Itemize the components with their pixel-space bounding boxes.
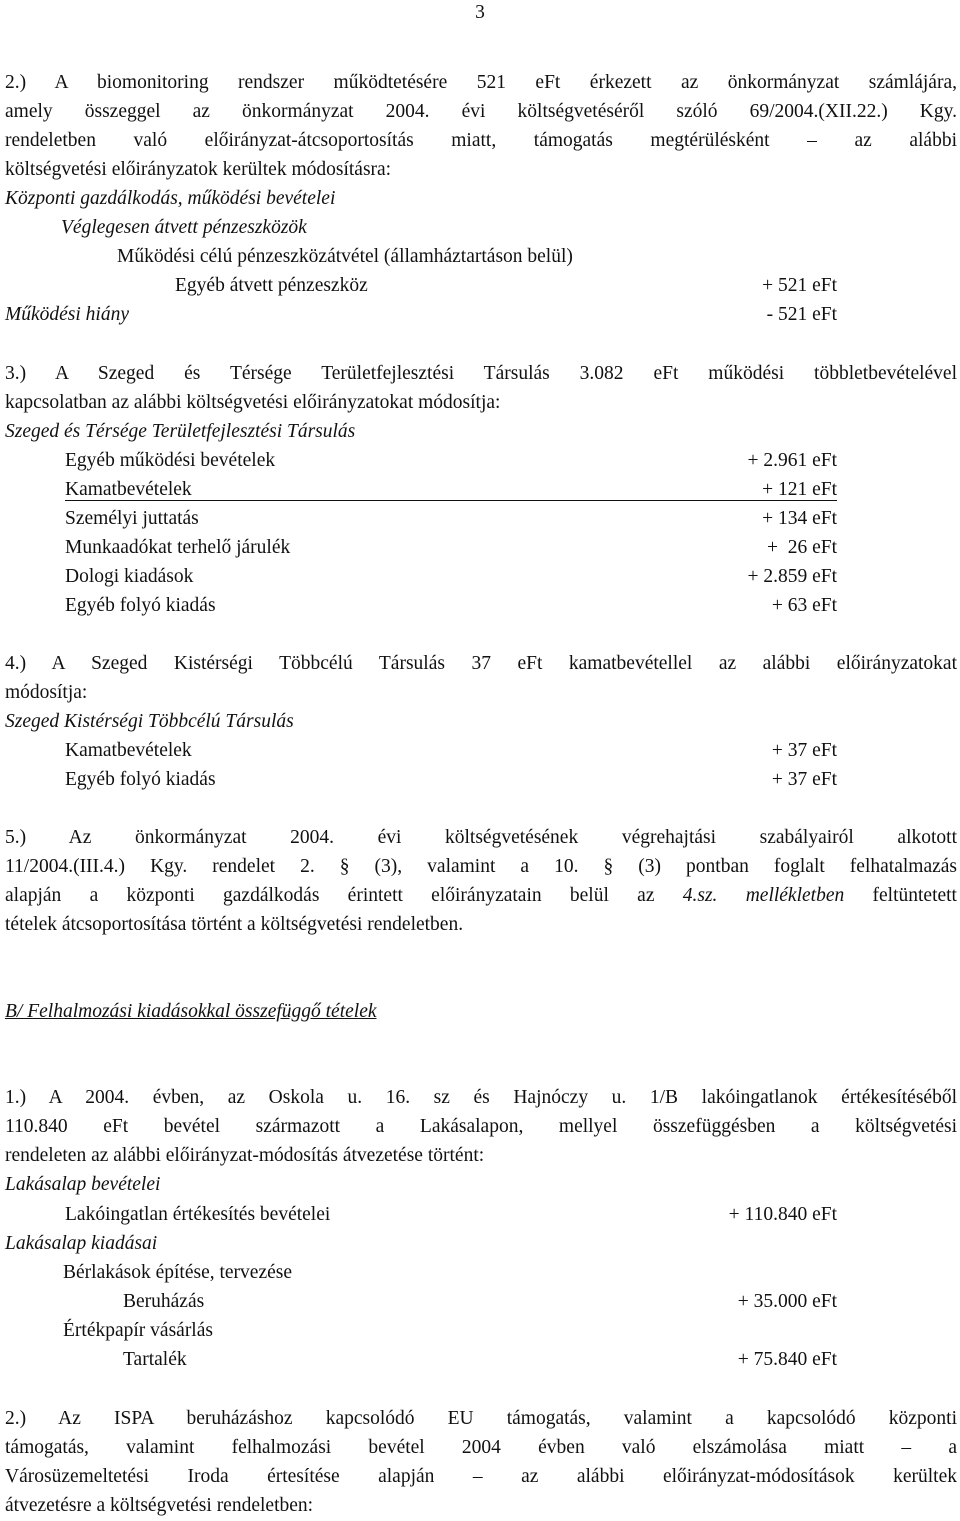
section-heading: Szeged és Térsége Területfejlesztési Társulás <box>5 421 356 442</box>
item-value: + 37 eFt <box>771 769 837 790</box>
page-number: 3 <box>475 2 485 23</box>
section-title <box>5 997 957 1026</box>
paragraph-line: 5.) Az önkormányzat 2004. évi költségvetésének végrehajtási szabályairól alkotott <box>5 827 957 848</box>
item-label: Működési hiány <box>5 304 130 325</box>
paragraph-line: rendeletben való előirányzat-átcsoportosítás miatt, támogatás megtérülésként – az alábbi <box>5 130 957 151</box>
text-run: feltüntetett <box>844 885 957 906</box>
line-item <box>5 1287 837 1316</box>
item-label: Egyéb folyó kiadás <box>65 595 216 616</box>
paragraph-line: amely összeggel az önkormányzat 2004. évi költségvetéséről szóló 69/2004.(XII.22.) Kgy. <box>5 101 957 122</box>
item-value: + 2.961 eFt <box>747 450 837 471</box>
line-item <box>5 300 837 329</box>
paragraph-line: 4.) A Szeged Kistérségi Többcélú Társulás 37 eFt kamatbevétellel az alábbi előirányzatokat <box>5 653 957 674</box>
paragraph-line <box>5 881 957 910</box>
item-value: + 121 eFt <box>762 479 837 500</box>
item-value: + 37 eFt <box>771 740 837 761</box>
item-label: Egyéb folyó kiadás <box>65 769 216 790</box>
section-heading: Lakásalap bevételei <box>5 1174 161 1195</box>
line-item <box>5 1345 837 1374</box>
item-value: + 26 eFt <box>766 537 837 558</box>
paragraph-line: kapcsolatban az alábbi költségvetési előirányzatokat módosítja: <box>5 392 501 413</box>
annex-reference: 4.sz. mellékletben <box>682 885 845 906</box>
line-item <box>5 475 837 504</box>
item-value: + 35.000 eFt <box>737 1291 837 1312</box>
subheading: Bérlakások építése, tervezése <box>63 1262 293 1283</box>
paragraph-line: 1.) A 2004. évben, az Oskola u. 16. sz és Hajnóczy u. 1/B lakóingatlanok értékesítéséből <box>5 1087 957 1108</box>
paragraph-line: átvezetésre a költségvetési rendeletben: <box>5 1495 314 1516</box>
item-value: + 521 eFt <box>762 275 837 296</box>
section-heading: Szeged Kistérségi Többcélú Társulás <box>5 711 294 732</box>
subheading: Értékpapír vásárlás <box>63 1320 213 1341</box>
subheading: Működési célú pénzeszközátvétel (államháztartáson belül) <box>117 246 573 267</box>
item-label: Egyéb működési bevételek <box>65 450 276 471</box>
section-heading: Lakásalap kiadásai <box>5 1233 158 1254</box>
paragraph-line: költségvetési előirányzatok kerültek módosításra: <box>5 159 392 180</box>
line-item <box>5 271 837 300</box>
item-label: Beruházás <box>123 1291 205 1312</box>
item-label: Egyéb átvett pénzeszköz <box>175 275 368 296</box>
item-value: + 2.859 eFt <box>747 566 837 587</box>
item-value: + 110.840 eFt <box>728 1204 837 1225</box>
section-title-text: B/ Felhalmozási kiadásokkal összefüggő tételek <box>5 1001 377 1022</box>
item-label: Kamatbevételek <box>65 479 192 500</box>
item-label: Tartalék <box>123 1349 187 1370</box>
paragraph-line: 11/2004.(III.4.) Kgy. rendelet 2. § (3), valamint a 10. § (3) pontban foglalt felhatalmazás <box>5 856 957 877</box>
paragraph-line: Városüzemeltetési Iroda értesítése alapján – az alábbi előirányzat-módosítások kerültek <box>5 1466 957 1487</box>
paragraph-line: módosítja: <box>5 682 88 703</box>
item-label: Dologi kiadások <box>65 566 194 587</box>
item-value: + 63 eFt <box>771 595 837 616</box>
section-heading: Központi gazdálkodás, működési bevételei <box>5 188 336 209</box>
item-value: + 75.840 eFt <box>737 1349 837 1370</box>
paragraph-line: tételek átcsoportosítása történt a költségvetési rendeletben. <box>5 914 464 935</box>
paragraph-line: 110.840 eFt bevétel származott a Lakásalapon, mellyel összefüggésben a költségvetési <box>5 1116 957 1137</box>
item-label: Munkaadókat terhelő járulék <box>65 537 291 558</box>
item-value: - 521 eFt <box>766 304 837 325</box>
item-value: + 134 eFt <box>762 508 837 529</box>
paragraph-line: támogatás, valamint felhalmozási bevétel 2004 évben való elszámolása miatt – a <box>5 1437 957 1458</box>
line-item <box>5 736 837 765</box>
item-label: Személyi juttatás <box>65 508 199 529</box>
line-item <box>5 533 837 562</box>
paragraph-line: rendeleten az alábbi előirányzat-módosítás átvezetése történt: <box>5 1145 485 1166</box>
subheading: Véglegesen átvett pénzeszközök <box>61 217 307 238</box>
text-run: alapján a központi gazdálkodás érintett előirányzatain belül az <box>5 885 683 906</box>
line-item <box>5 446 837 475</box>
line-item <box>5 591 837 620</box>
paragraph-line: 2.) A biomonitoring rendszer működtetésére 521 eFt érkezett az önkormányzat számlájára, <box>5 72 957 93</box>
paragraph-line: 2.) Az ISPA beruházáshoz kapcsolódó EU támogatás, valamint a kapcsolódó központi <box>5 1408 957 1429</box>
line-item <box>5 1200 837 1229</box>
line-item <box>5 765 837 794</box>
paragraph-line: 3.) A Szeged és Térsége Területfejlesztési Társulás 3.082 eFt működési többletbevételével <box>5 363 957 384</box>
item-label: Kamatbevételek <box>65 740 192 761</box>
line-item <box>5 504 837 533</box>
item-label: Lakóingatlan értékesítés bevételei <box>65 1204 331 1225</box>
line-item <box>5 562 837 591</box>
